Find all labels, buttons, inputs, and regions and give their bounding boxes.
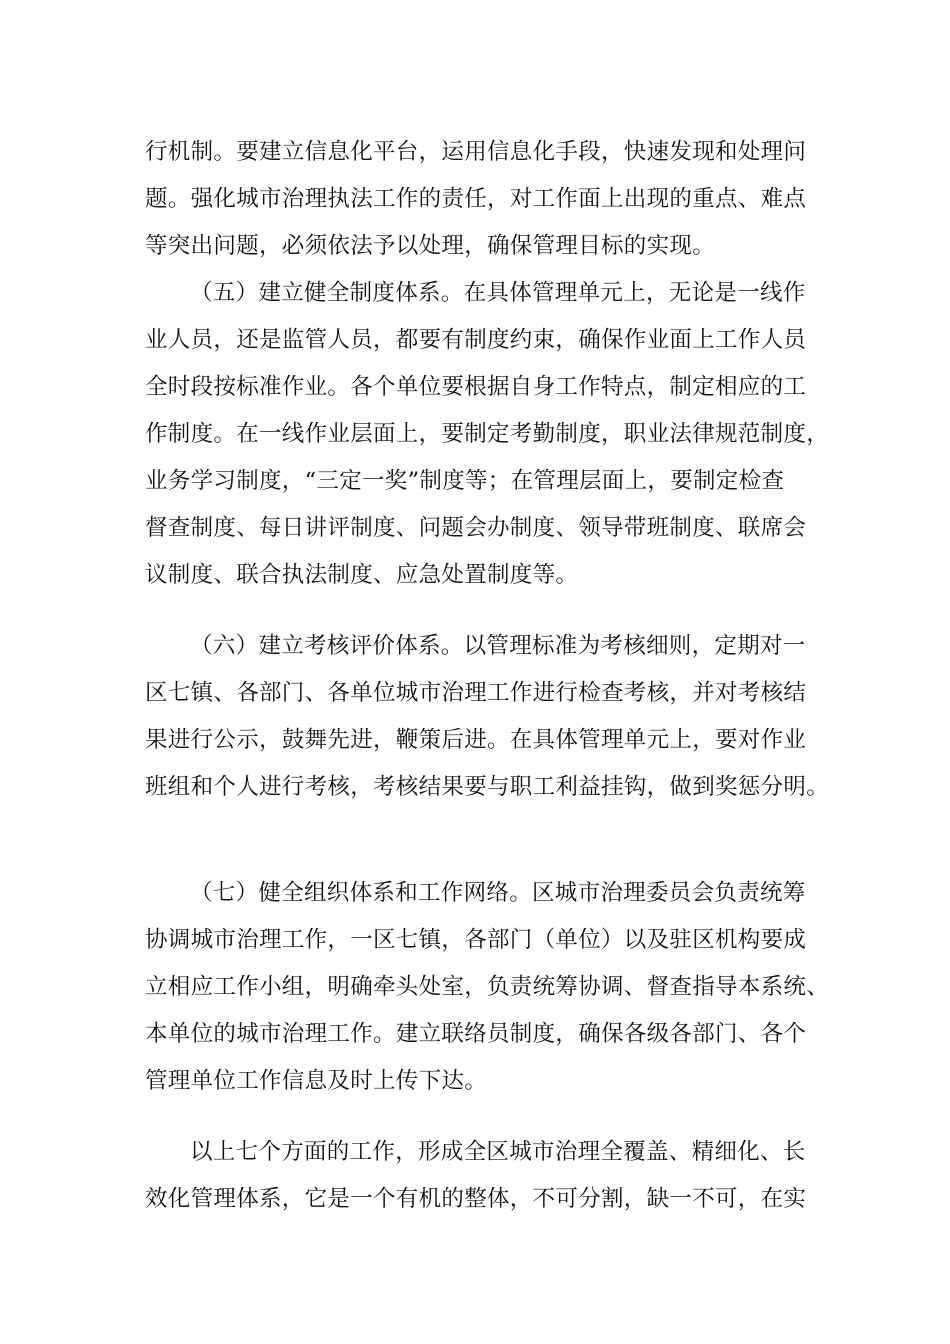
summary-paragraph-line: 以上七个方面的工作，形成全区城市治理全覆盖、精细化、长 [190, 1139, 806, 1165]
text-line: 业务学习制度，“三定一奖”制度等；在管理层面上，要制定检查 [145, 468, 785, 494]
text-line: 作制度。在一线作业层面上，要制定考勤制度，职业法律规范制度， [145, 421, 830, 447]
text-line: 立相应工作小组，明确牵头处室，负责统筹协调、督查指导本系统、 [145, 974, 830, 1000]
text-line: 管理单位工作信息及时上传下达。 [145, 1068, 488, 1094]
text-line: 行机制。要建立信息化平台，运用信息化手段，快速发现和处理问 [145, 139, 807, 165]
text-line: 效化管理体系，它是一个有机的整体，不可分割，缺一不可，在实 [145, 1186, 807, 1212]
text-line: 题。强化城市治理执法工作的责任，对工作面上出现的重点、难点 [145, 186, 807, 212]
paragraph-6-heading-line: （六）建立考核评价体系。以管理标准为考核细则，定期对一 [190, 633, 806, 659]
text-line: 督查制度、每日讲评制度、问题会办制度、领导带班制度、联席会 [145, 515, 807, 541]
text-line: 果进行公示，鼓舞先进，鞭策后进。在具体管理单元上，要对作业 [145, 727, 807, 753]
text-line: 区七镇、各部门、各单位城市治理工作进行检查考核，并对考核结 [145, 680, 807, 706]
text-line: 业人员，还是监管人员，都要有制度约束，确保作业面上工作人员 [145, 327, 807, 353]
paragraph-7-heading-line: （七）健全组织体系和工作网络。区城市治理委员会负责统筹 [190, 880, 806, 906]
paragraph-5-heading-line: （五）建立健全制度体系。在具体管理单元上，无论是一线作 [190, 280, 806, 306]
text-line: 等突出问题，必须依法予以处理，确保管理目标的实现。 [145, 233, 716, 259]
text-line: 全时段按标准作业。各个单位要根据自身工作特点，制定相应的工 [145, 374, 807, 400]
text-line: 班组和个人进行考核，考核结果要与职工利益挂钩，做到奖惩分明。 [145, 774, 830, 800]
text-line: 议制度、联合执法制度、应急处置制度等。 [145, 562, 579, 588]
text-line: 本单位的城市治理工作。建立联络员制度，确保各级各部门、各个 [145, 1021, 807, 1047]
text-line: 协调城市治理工作，一区七镇，各部门（单位）以及驻区机构要成 [145, 927, 807, 953]
